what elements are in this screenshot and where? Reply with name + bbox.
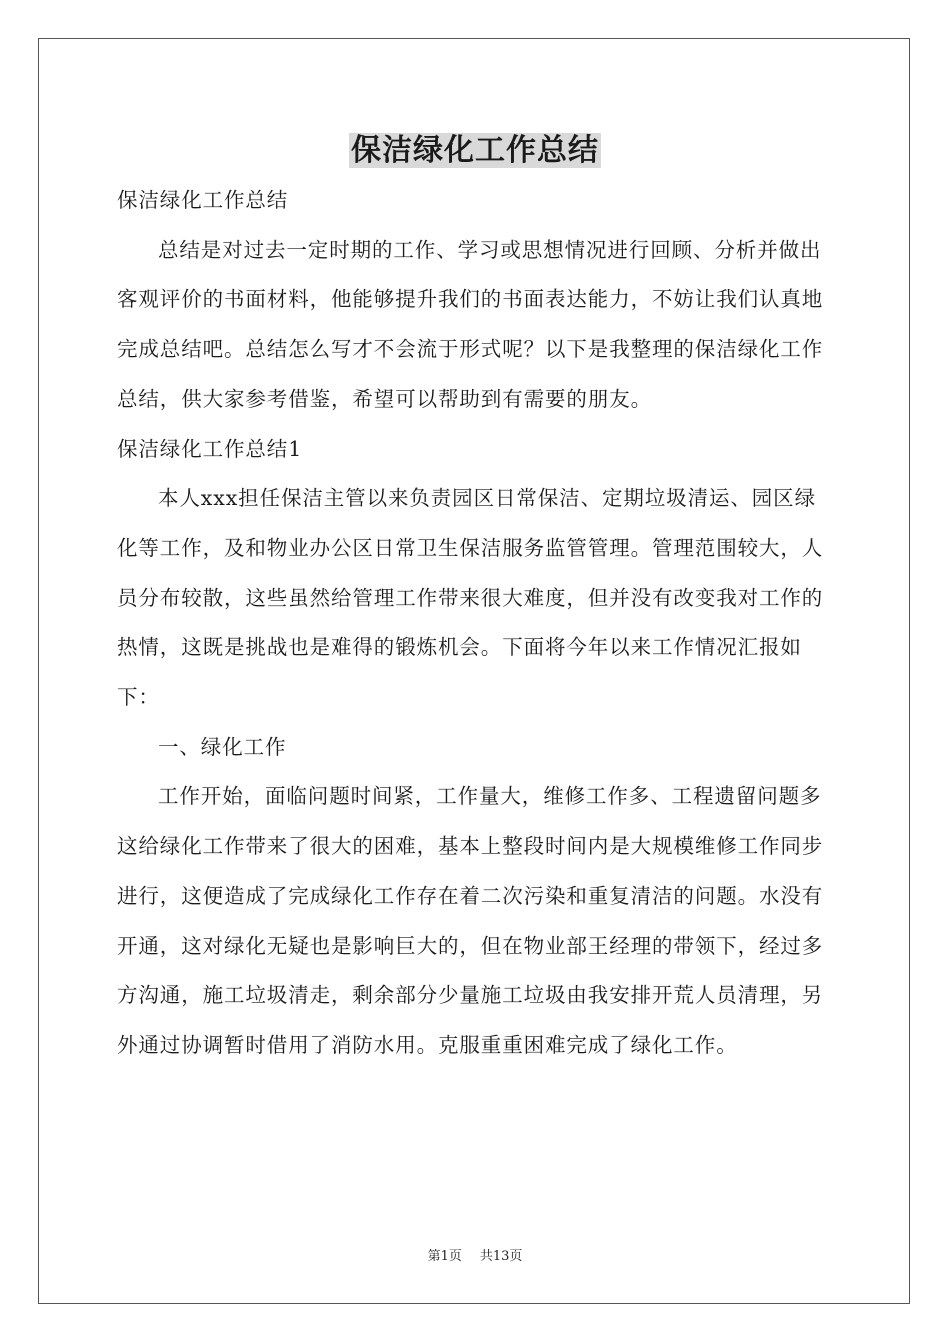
page-number: 第1页 — [427, 1249, 462, 1264]
document-title — [0, 128, 950, 174]
page-footer — [0, 1248, 950, 1266]
subsection-heading: 一、绿化工作 — [158, 734, 287, 759]
section-heading: 保洁绿化工作总结1 — [117, 436, 303, 461]
document-body — [117, 176, 835, 1071]
document-title-text: 保洁绿化工作总结 — [351, 133, 599, 168]
subtitle-paragraph: 保洁绿化工作总结 — [117, 188, 289, 212]
page-total: 共13页 — [479, 1249, 523, 1264]
intro-paragraph: 总结是对过去一定时期的工作、学习或思想情况进行回顾、分析并做出客观评价的书面材料，他能够提升我们的书面表达能力，不妨让我们认真地完成总结吧。总结怎么写才不会流于形式呢？以下是我整理的保洁绿化工作总结，供大家参考借鉴，希望可以帮助到有需要的朋友。 — [117, 237, 824, 411]
body-paragraph: 本人xxx担任保洁主管以来负责园区日常保洁、定期垃圾清运、园区绿化等工作，及和物业办公区日常卫生保洁服务监管管理。管理范围较大，人员分布较散，这些虽然给管理工作带来很大难度，但并没有改变我对工作的热情，这既是挑战也是难得的锻炼机会。下面将今年以来工作情况汇报如下： — [117, 486, 824, 710]
body-paragraph: 工作开始，面临问题时间紧，工作量大，维修工作多、工程遗留问题多这给绿化工作带来了很大的困难，基本上整段时间内是大规模维修工作同步进行，这便造成了完成绿化工作存在着二次污染和重复清洁的问题。水没有开通，这对绿化无疑也是影响巨大的，但在物业部王经理的带领下，经过多方沟通，施工垃圾清走，剩余部分少量施工垃圾由我安排开荒人员清理，另外通过协调暂时借用了消防水用。克服重重困难完成了绿化工作。 — [117, 784, 824, 1057]
